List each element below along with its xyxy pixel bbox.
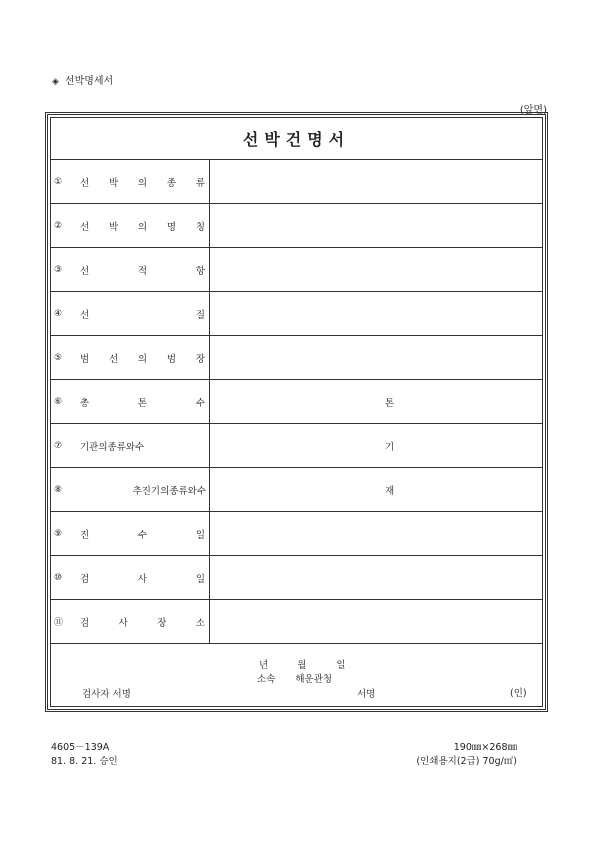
row-label-cell — [51, 380, 210, 423]
row-number: ⑤ — [54, 352, 63, 363]
row-label-char: 선 — [80, 177, 90, 189]
row-value-cell[interactable] — [210, 424, 542, 467]
row-value-cell[interactable] — [210, 336, 542, 379]
row-value-cell[interactable] — [210, 204, 542, 247]
paper-size: 190㎜×268㎜ — [453, 742, 517, 753]
row-label-char: 박 — [108, 221, 119, 233]
diamond-icon: ◈ — [52, 77, 59, 87]
form-row — [51, 424, 542, 468]
row-label-char: 의 — [137, 177, 148, 189]
row-label: 기관의종류와수 — [80, 441, 145, 453]
row-label-cell — [51, 512, 210, 555]
form-rows — [51, 160, 542, 644]
row-number: ⑨ — [54, 528, 63, 539]
office-label: 해운관청 — [295, 674, 333, 685]
row-value-cell[interactable] — [210, 468, 542, 511]
row-label-char: 종 — [166, 177, 177, 189]
row-label — [76, 219, 209, 233]
row-label — [76, 263, 209, 277]
footer-left — [51, 741, 118, 769]
form-row — [51, 380, 542, 424]
document-label-text: 선박명세서 — [64, 76, 114, 87]
form-row — [51, 468, 542, 512]
row-label-char: 톤 — [137, 397, 148, 409]
row-number: ⑥ — [54, 396, 63, 407]
row-label — [76, 527, 209, 541]
signature-label: 서명 — [357, 689, 376, 700]
row-label — [76, 615, 209, 629]
row-label-char: 소 — [195, 617, 205, 629]
row-number: ⑪ — [54, 618, 64, 628]
month-label: 월 — [297, 660, 307, 671]
signature-area — [51, 644, 542, 713]
row-label-char: 사 — [118, 617, 128, 629]
row-label-char: 검 — [80, 617, 90, 629]
footer-right — [416, 741, 517, 769]
row-value-cell[interactable] — [210, 556, 542, 599]
form-row — [51, 600, 542, 644]
row-label-cell — [51, 424, 210, 467]
row-label-char: 선 — [80, 221, 90, 233]
row-label-char: 범 — [80, 353, 90, 365]
seal-mark: (인) — [510, 688, 527, 699]
row-label-char: 선 — [108, 353, 119, 365]
row-value-cell[interactable] — [210, 292, 542, 335]
row-label-char: 칭 — [195, 221, 205, 233]
paper-spec: (인쇄용지(2급) 70g/㎡) — [416, 756, 517, 767]
side-note: (앞면) — [519, 105, 547, 116]
row-label-cell — [51, 336, 210, 379]
form-row — [51, 160, 542, 204]
row-label-char: 질 — [195, 309, 205, 321]
row-label-char: 명 — [166, 221, 177, 233]
row-label-char: 수 — [137, 529, 148, 541]
row-label-char: 적 — [137, 265, 148, 277]
row-label-char: 총 — [80, 397, 90, 409]
row-label-char: 항 — [195, 265, 205, 277]
row-value-cell[interactable] — [210, 248, 542, 291]
row-label — [76, 395, 209, 409]
form-row — [51, 248, 542, 292]
affiliation-label: 소속 — [257, 674, 276, 685]
row-label-char: 의 — [137, 353, 148, 365]
form-row — [51, 336, 542, 380]
row-number: ⑧ — [54, 484, 63, 495]
row-label — [76, 307, 209, 321]
form-number: 4605－139A — [51, 742, 110, 753]
office-line — [257, 671, 332, 685]
row-value-cell[interactable] — [210, 600, 542, 643]
row-label-char: 범 — [166, 353, 177, 365]
row-label-char: 의 — [137, 221, 148, 233]
form-row — [51, 204, 542, 248]
row-label-char: 진 — [80, 529, 90, 541]
row-number: ⑩ — [54, 572, 63, 583]
form-row — [51, 292, 542, 336]
day-label: 일 — [336, 660, 346, 671]
row-value-cell[interactable] — [210, 512, 542, 555]
row-label-char: 장 — [157, 617, 167, 629]
row-value-cell[interactable] — [210, 160, 542, 203]
row-label-cell — [51, 600, 210, 643]
row-unit: 톤 — [385, 397, 395, 409]
row-label-char: 류 — [195, 177, 205, 189]
form-row — [51, 512, 542, 556]
row-label-char: 박 — [108, 177, 119, 189]
row-unit: 기 — [385, 441, 395, 453]
row-value-cell[interactable] — [210, 380, 542, 423]
date-line — [259, 657, 346, 671]
form-title: 선박건명서 — [51, 118, 542, 160]
row-label-char: 선 — [80, 309, 90, 321]
row-label-cell — [51, 292, 210, 335]
approval-date: 81. 8. 21. 승인 — [51, 756, 118, 767]
inspector-sign-label: 검사자 서명 — [82, 689, 131, 700]
row-label — [76, 351, 209, 365]
row-number: ② — [54, 220, 63, 231]
row-label-char: 일 — [195, 529, 205, 541]
row-unit: 재 — [385, 485, 395, 497]
row-label — [76, 571, 209, 585]
form-body — [50, 117, 543, 707]
year-label: 년 — [259, 660, 269, 671]
form-row — [51, 556, 542, 600]
row-label — [76, 175, 209, 189]
row-label-char: 수 — [195, 397, 205, 409]
row-number: ① — [54, 176, 63, 187]
row-label-char: 사 — [137, 573, 148, 585]
row-label-cell — [51, 468, 210, 511]
row-number: ③ — [54, 264, 63, 275]
row-label-cell — [51, 556, 210, 599]
row-label-cell — [51, 204, 210, 247]
row-label-char: 장 — [195, 353, 205, 365]
row-number: ⑦ — [54, 440, 63, 451]
row-number: ④ — [54, 308, 63, 319]
row-label: 추진기의종류와수 — [132, 485, 206, 497]
row-label-cell — [51, 160, 210, 203]
row-label-cell — [51, 248, 210, 291]
row-label-char: 검 — [80, 573, 90, 585]
row-label-char: 일 — [195, 573, 205, 585]
document-label — [52, 72, 113, 87]
row-label-char: 선 — [80, 265, 90, 277]
form-frame — [45, 112, 548, 712]
